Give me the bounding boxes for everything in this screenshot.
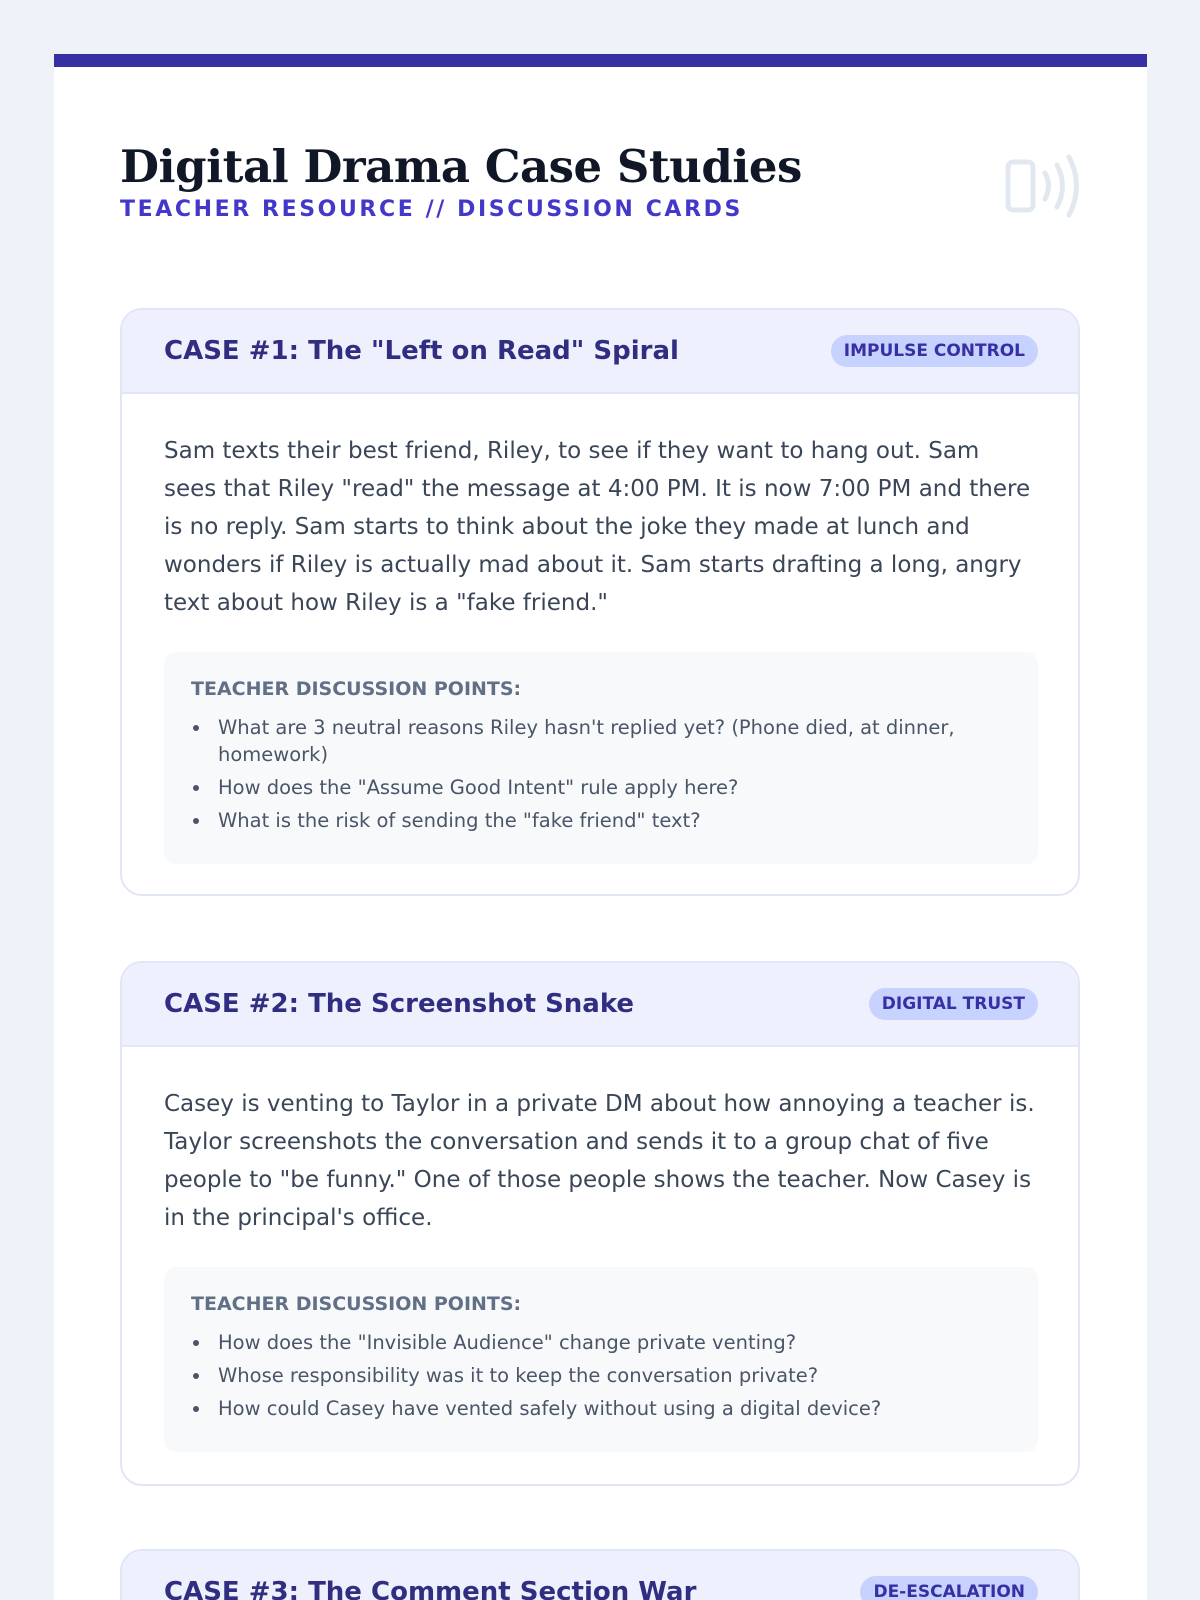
case-scenario: Sam texts their best friend, Riley, to see if they want to hang out. Sam sees that Riley "read" the message at 4:00 PM. It is now 7:00 PM and there is no reply. Sam starts to think about the joke they made at lunch and wonders if Riley is actually mad about it. Sam starts drafting a long, angry text about how Riley is a "fake friend.": [164, 438, 1031, 616]
phone-vibrating-icon: [1005, 153, 1081, 219]
discussion-point: How could Casey have vented safely without using a digital device?: [191, 1395, 1012, 1422]
case-title: CASE #2: The Screenshot Snake: [164, 989, 635, 1019]
worksheet-page: [54, 54, 1147, 1600]
discussion-points-list: [191, 714, 1012, 834]
discussion-points-box: [164, 652, 1038, 864]
case-card-1: [120, 308, 1080, 896]
case-card-header: [122, 310, 1078, 394]
case-title: CASE #3: The Comment Section War: [164, 1577, 697, 1600]
case-card-header: [122, 963, 1078, 1047]
discussion-points-box: [164, 1267, 1038, 1452]
discussion-point: What are 3 neutral reasons Riley hasn't replied yet? (Phone died, at dinner, homework): [191, 714, 1012, 768]
page-header: [120, 139, 1080, 225]
case-card-3: [120, 1549, 1080, 1600]
discussion-point: How does the "Assume Good Intent" rule apply here?: [191, 774, 1012, 801]
discussion-points-title: TEACHER DISCUSSION POINTS:: [191, 678, 522, 700]
case-title: CASE #1: The "Left on Read" Spiral: [164, 336, 679, 366]
discussion-point: Whose responsibility was it to keep the conversation private?: [191, 1362, 1012, 1389]
case-card-body: [122, 1047, 1078, 1486]
case-card-header: [122, 1551, 1078, 1600]
page-title: Digital Drama Case Studies: [120, 140, 802, 193]
discussion-points-list: [191, 1329, 1012, 1422]
discussion-points-title: TEACHER DISCUSSION POINTS:: [191, 1293, 522, 1315]
case-tag-badge: DE-ESCALATION: [860, 1576, 1038, 1600]
case-scenario: Casey is venting to Taylor in a private DM about how annoying a teacher is. Taylor screenshots the conversation and sends it to a group chat of five people to "be funny." One of those people shows the teacher. Now Casey is in the principal's office.: [164, 1091, 1035, 1231]
case-card-body: [122, 394, 1078, 896]
case-tag-badge: DIGITAL TRUST: [869, 988, 1038, 1020]
discussion-point: How does the "Invisible Audience" change private venting?: [191, 1329, 1012, 1356]
discussion-point: What is the risk of sending the "fake friend" text?: [191, 807, 1012, 834]
case-card-2: [120, 961, 1080, 1486]
page-subtitle: TEACHER RESOURCE // DISCUSSION CARDS: [120, 197, 743, 222]
case-tag-badge: IMPULSE CONTROL: [831, 335, 1038, 367]
